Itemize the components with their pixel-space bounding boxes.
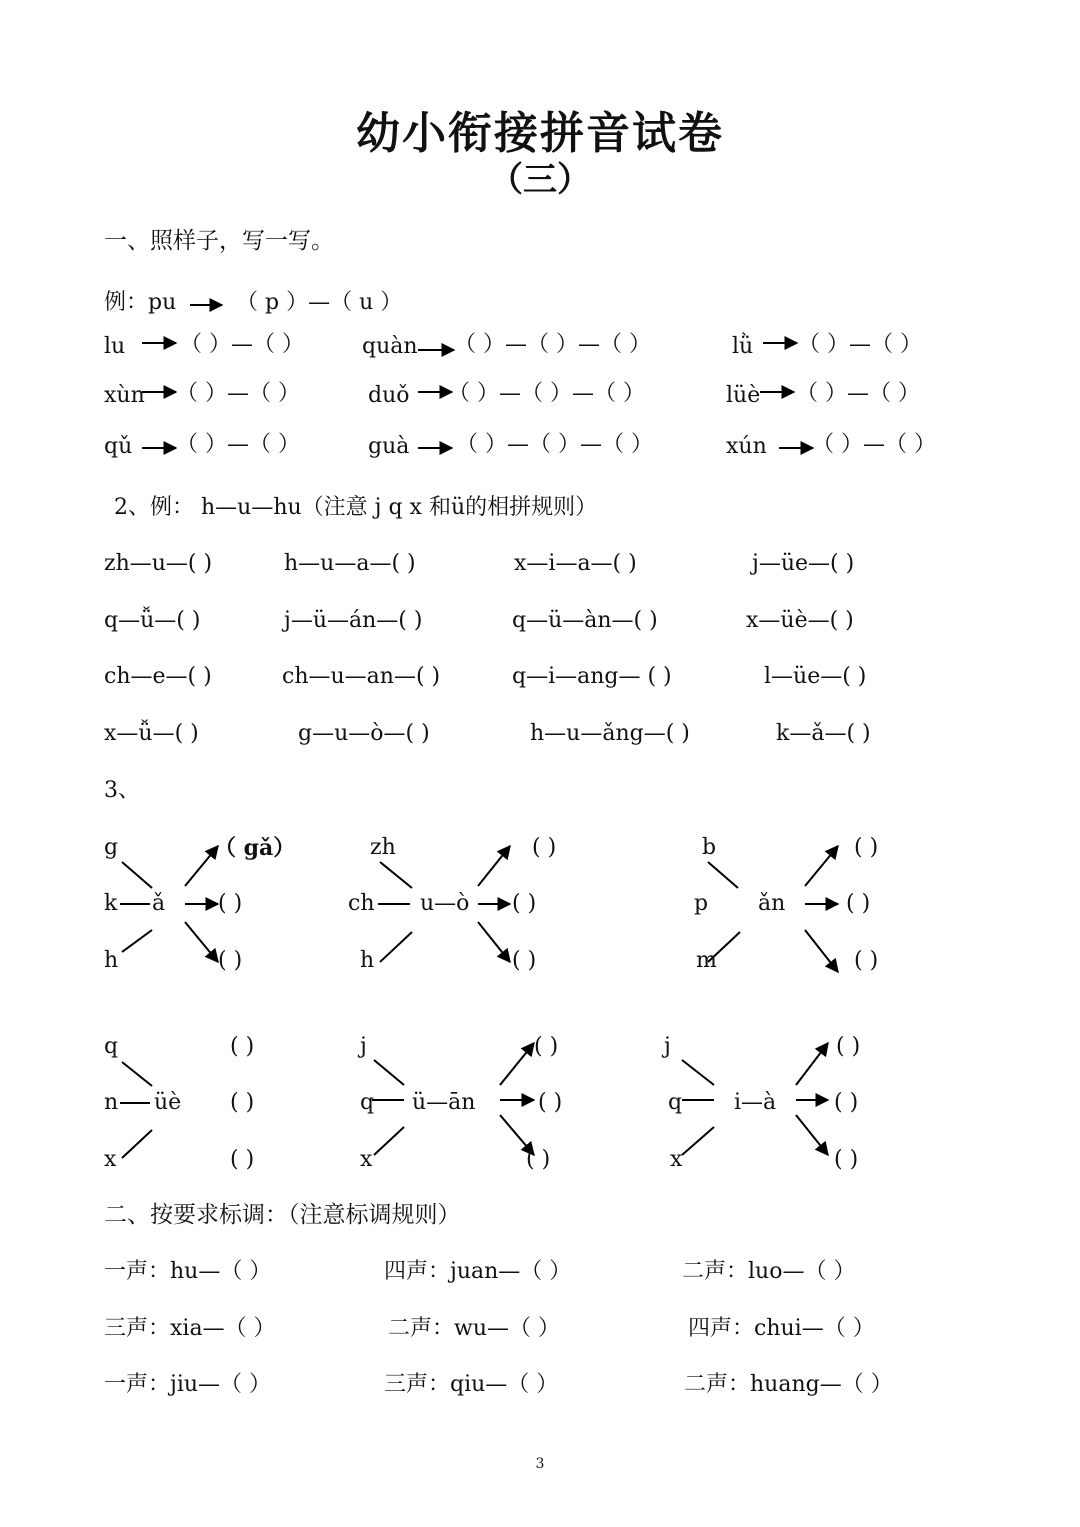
s1-r1-blank2[interactable]: （ ）—（ ）—（ ） bbox=[454, 332, 651, 357]
s1-r2-blank3[interactable]: （ ）—（ ） bbox=[796, 381, 920, 406]
g2b1-initial-2: n bbox=[104, 1090, 119, 1115]
s1-r2-blank2[interactable]: （ ）—（ ）—（ ） bbox=[448, 381, 645, 406]
s2-r2-c1[interactable]: 三声：xia—（ ） bbox=[104, 1316, 276, 1341]
s2-r3-c2[interactable]: 三声：qiu—（ ） bbox=[384, 1372, 559, 1397]
p2-r2-c3[interactable]: q—ü—àn—( ) bbox=[512, 608, 658, 633]
s1-r1-word3: lǜ bbox=[732, 334, 754, 359]
s2-r3-c1[interactable]: 一声：jiu—（ ） bbox=[104, 1372, 272, 1397]
g2b2-answer-2[interactable]: ( ) bbox=[538, 1090, 563, 1115]
g1b1-answer-2[interactable]: ( ) bbox=[218, 891, 243, 916]
s1-r3-blank2[interactable]: （ ）—（ ）—（ ） bbox=[456, 432, 653, 457]
p2-r2-c4[interactable]: x—üè—( ) bbox=[746, 608, 854, 633]
p2-r4-c3[interactable]: h—u—ǎng—( ) bbox=[530, 721, 690, 746]
p2-r3-c2[interactable]: ch—u—an—( ) bbox=[282, 664, 441, 689]
s1-r3-blank3[interactable]: （ ）—（ ） bbox=[812, 432, 936, 457]
s1-r3-blank1[interactable]: （ ）—（ ） bbox=[176, 432, 300, 457]
p2-r3-c4[interactable]: l—üe—( ) bbox=[764, 664, 867, 689]
g2b2-initial-3: x bbox=[360, 1147, 373, 1172]
part2-heading: 2、例： h—u—hu（注意 j q x 和ü的相拼规则） bbox=[114, 495, 598, 520]
g1b2-answer-2[interactable]: ( ) bbox=[512, 891, 537, 916]
part3-heading: 3、 bbox=[104, 778, 140, 803]
section1-heading: 一、照样子，写一写。 bbox=[104, 228, 334, 254]
g2b1-initial-1: q bbox=[104, 1034, 119, 1059]
example-answer: （ p ）—（ u ） bbox=[236, 290, 403, 315]
s1-r1-word1: lu bbox=[104, 334, 126, 359]
s1-r3-word1: qǔ bbox=[104, 434, 133, 459]
s1-r3-word3: xún bbox=[726, 434, 767, 459]
s2-r1-c1[interactable]: 一声：hu—（ ） bbox=[104, 1259, 272, 1284]
p2-r1-c3[interactable]: x—i—a—( ) bbox=[514, 551, 637, 576]
g1b1-initial-3: h bbox=[104, 948, 119, 973]
s1-r2-word1: xùn bbox=[104, 383, 145, 408]
g1b1-final: ǎ bbox=[152, 891, 166, 916]
p2-r2-c2[interactable]: j—ü—án—( ) bbox=[284, 608, 423, 633]
p2-r4-c1[interactable]: x—ǚ—( ) bbox=[104, 721, 199, 746]
g2b3-initial-2: q bbox=[668, 1090, 683, 1115]
g1b1-initial-2: k bbox=[104, 891, 118, 916]
g1b2-final: u—ò bbox=[420, 891, 470, 916]
g1b3-initial-2: p bbox=[694, 891, 709, 916]
g2b2-final: ü—ān bbox=[412, 1090, 476, 1115]
g1b2-answer-3[interactable]: ( ) bbox=[512, 948, 537, 973]
s2-r2-c2[interactable]: 二声：wu—（ ） bbox=[388, 1316, 560, 1341]
s1-r3-word2: guà bbox=[368, 434, 410, 459]
g2b2-initial-2: q bbox=[360, 1090, 375, 1115]
g2b1-answer-2[interactable]: ( ) bbox=[230, 1090, 255, 1115]
g1b1-answer-3[interactable]: ( ) bbox=[218, 948, 243, 973]
p2-r3-c3[interactable]: q—i—ang— ( ) bbox=[512, 664, 672, 689]
g2b3-initial-3: x bbox=[670, 1147, 683, 1172]
p2-r1-c2[interactable]: h—u—a—( ) bbox=[284, 551, 416, 576]
g2b1-answer-3[interactable]: ( ) bbox=[230, 1147, 255, 1172]
p2-r4-c2[interactable]: g—u—ò—( ) bbox=[298, 721, 430, 746]
s2-r3-c3[interactable]: 二声：huang—（ ） bbox=[684, 1372, 893, 1397]
section2-heading: 二、按要求标调：（注意标调规则） bbox=[104, 1202, 461, 1228]
g1b3-answer-2[interactable]: ( ) bbox=[846, 891, 871, 916]
p2-r4-c4[interactable]: k—ǎ—( ) bbox=[776, 721, 871, 746]
s1-r2-blank1[interactable]: （ ）—（ ） bbox=[176, 381, 300, 406]
g2b3-initial-1: j bbox=[664, 1034, 671, 1059]
g1b2-initial-2: ch bbox=[348, 891, 375, 916]
example-prefix: 例：pu bbox=[104, 290, 177, 315]
page-subtitle: （三） bbox=[489, 160, 591, 200]
s1-r2-word3: lüè bbox=[726, 383, 761, 408]
g1b3-answer-1[interactable]: ( ) bbox=[854, 835, 879, 860]
g1b3-initial-3: m bbox=[696, 948, 717, 973]
p2-r3-c1[interactable]: ch—e—( ) bbox=[104, 664, 212, 689]
g2b1-answer-1[interactable]: ( ) bbox=[230, 1034, 255, 1059]
g2b2-answer-1[interactable]: ( ) bbox=[534, 1034, 559, 1059]
g1b2-initial-1: zh bbox=[370, 835, 396, 860]
g1b2-initial-3: h bbox=[360, 948, 375, 973]
p2-r2-c1[interactable]: q—ǚ—( ) bbox=[104, 608, 201, 633]
s2-r1-c2[interactable]: 四声：juan—（ ） bbox=[384, 1259, 572, 1284]
s1-r2-word2: duǒ bbox=[368, 383, 410, 408]
g2b3-answer-2[interactable]: ( ) bbox=[834, 1090, 859, 1115]
s2-r2-c3[interactable]: 四声：chui—（ ） bbox=[688, 1316, 875, 1341]
g1b1-initial-1: g bbox=[104, 835, 119, 860]
p2-r1-c4[interactable]: j—üe—( ) bbox=[752, 551, 855, 576]
g2b3-answer-3[interactable]: ( ) bbox=[834, 1147, 859, 1172]
g2b1-initial-3: x bbox=[104, 1147, 117, 1172]
g2b2-initial-1: j bbox=[360, 1034, 367, 1059]
g2b3-answer-1[interactable]: ( ) bbox=[836, 1034, 861, 1059]
g1b3-final: ǎn bbox=[758, 891, 786, 916]
g1b1-answer-1[interactable]: （ gǎ） bbox=[214, 835, 296, 861]
g2b1-final: üè bbox=[154, 1090, 182, 1115]
g1b3-answer-3[interactable]: ( ) bbox=[854, 948, 879, 973]
s2-r1-c3[interactable]: 二声：luo—（ ） bbox=[682, 1259, 856, 1284]
s1-r1-word2: quàn bbox=[362, 334, 418, 359]
page-number: 3 bbox=[535, 1456, 545, 1472]
p2-r1-c1[interactable]: zh—u—( ) bbox=[104, 551, 213, 576]
page-title: 幼小衔接拼音试卷 bbox=[356, 108, 724, 159]
g1b3-initial-1: b bbox=[702, 835, 717, 860]
g2b2-answer-3[interactable]: ( ) bbox=[526, 1147, 551, 1172]
g2b3-final: i—à bbox=[734, 1090, 777, 1115]
g1b2-answer-1[interactable]: ( ) bbox=[532, 835, 557, 860]
s1-r1-blank3[interactable]: （ ）—（ ） bbox=[798, 332, 922, 357]
s1-r1-blank1[interactable]: （ ）—（ ） bbox=[180, 332, 304, 357]
